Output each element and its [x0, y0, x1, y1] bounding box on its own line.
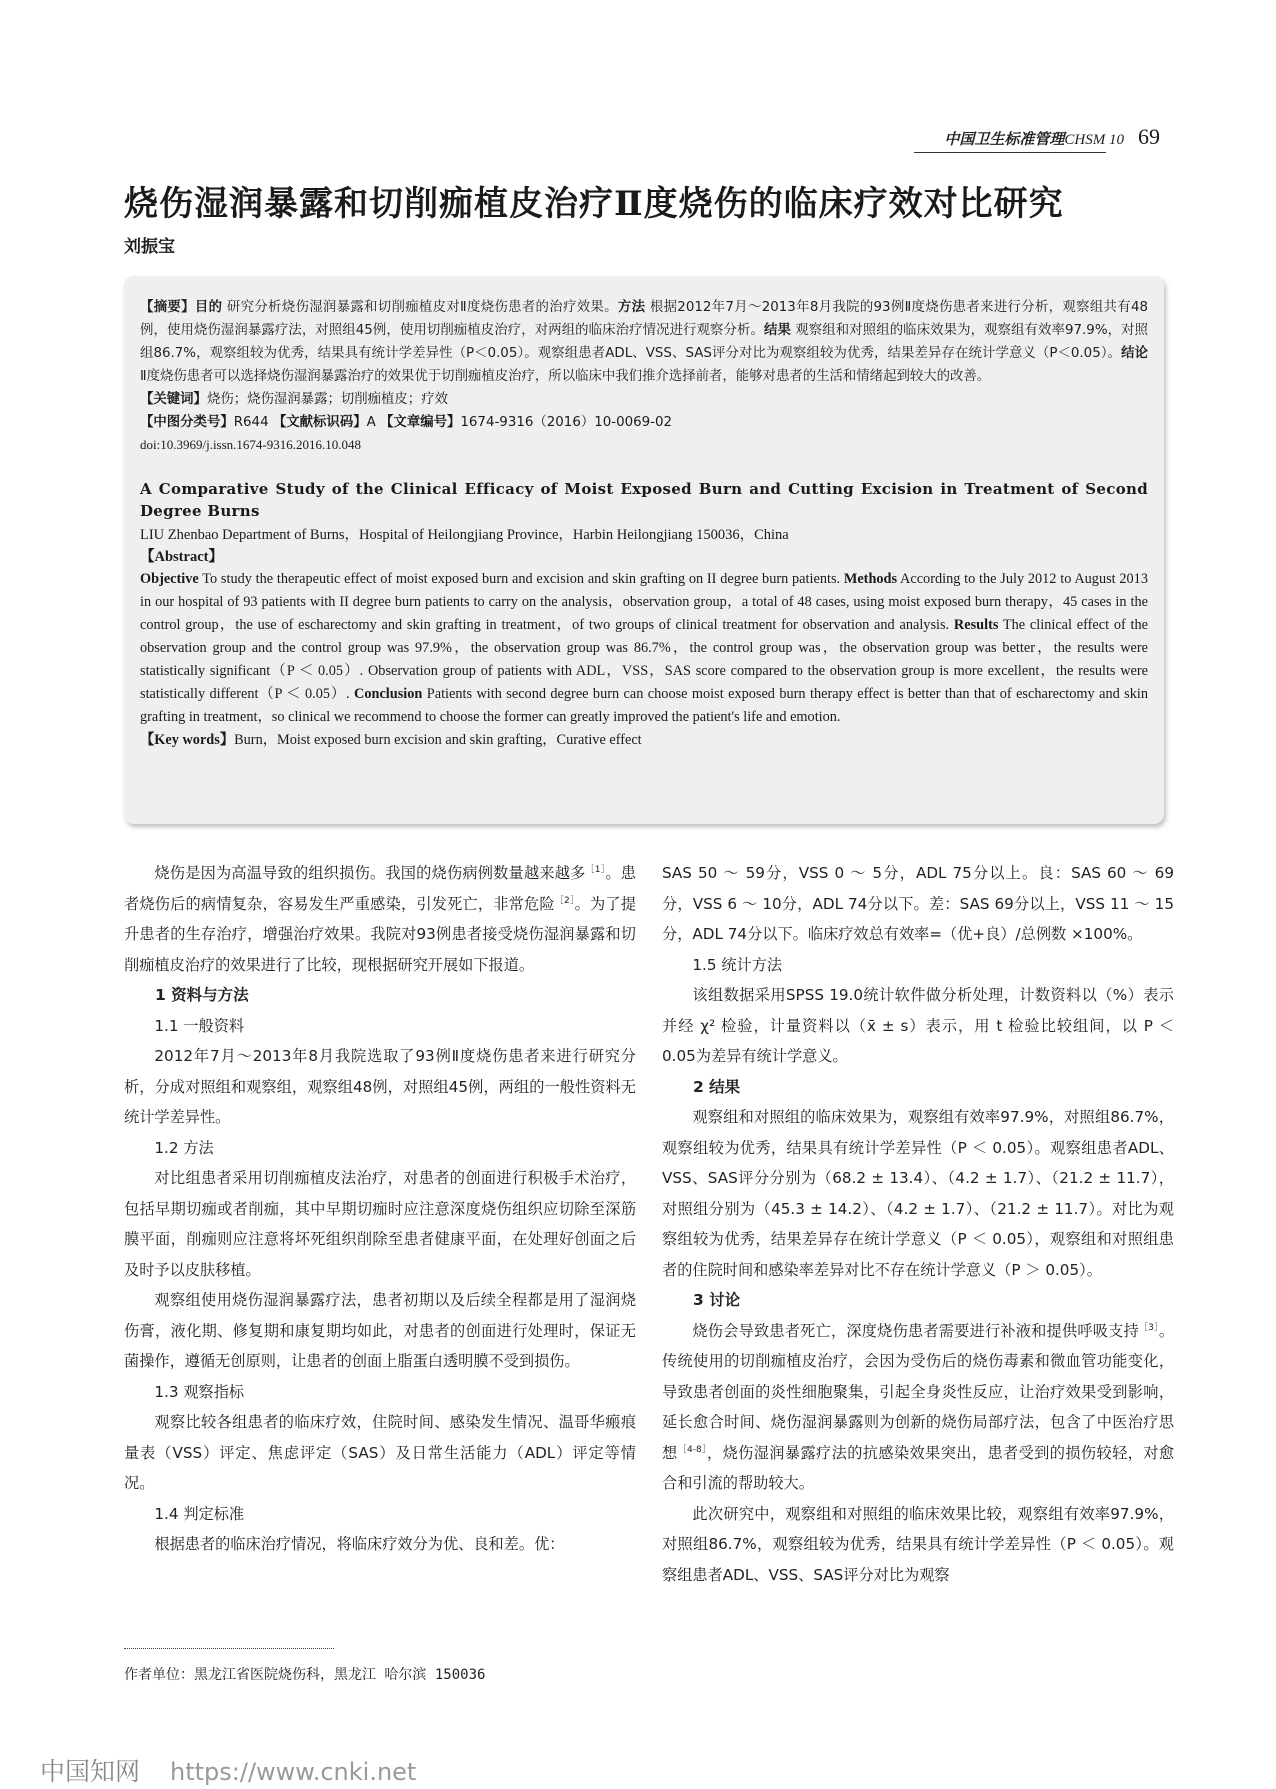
abstract-box — [124, 276, 1164, 824]
running-head — [944, 124, 1160, 150]
results-label: Results — [953, 617, 999, 633]
section-heading-2: 2 结果 — [693, 1077, 741, 1096]
citation-1: ［1］ — [585, 865, 606, 875]
keywords-cn — [140, 388, 1148, 411]
method-text: 根据2012年7月～2013年8月我院的93例Ⅱ度烧伤患者来进行分析，观察组共有48例，使用烧伤湿润暴露疗法，对照组45例，使用切削痂植皮治疗，对两组的临床治疗情况进行观察分析。 — [140, 300, 1149, 338]
doccode-value: A — [366, 415, 376, 430]
paragraph-1-3: 观察比较各组患者的临床疗效，住院时间、感染发生情况、温哥华瘢痕量表（VSS）评定、焦虑评定（SAS）及日常生活能力（ADL）评定等情况。 — [124, 1413, 636, 1492]
paragraph-1-5: 该组数据采用SPSS 19.0统计软件做分析处理，计数资料以（%）表示并经 χ² 检验，计量资料以（x̄ ± s）表示，用 t 检验比较组间，以 P ＜ 0.05为差异有统计学意义。 — [662, 986, 1174, 1065]
header-rule — [914, 152, 1106, 153]
subsection-heading-1-2: 1.2 方法 — [154, 1138, 214, 1157]
articleno-label: 【文章编号】 — [380, 415, 461, 430]
english-abstract — [140, 568, 1148, 729]
methods-label: Methods — [843, 571, 898, 587]
objective-text: To study the therapeutic effect of moist exposed burn and excision and skin grafting on II degree burn patients. — [198, 571, 844, 587]
conclusion-en-label: Conclusion — [354, 686, 423, 702]
method-label: 方法 — [617, 300, 646, 315]
keywords-text: 烧伤；烧伤湿润暴露；切削痂植皮；疗效 — [206, 392, 448, 407]
article-title: 烧伤湿润暴露和切削痂植皮治疗Ⅱ度烧伤的临床疗效对比研究 — [124, 184, 1064, 224]
conclusion-text: Ⅱ度烧伤患者可以选择烧伤湿润暴露治疗的效果优于切削痂植皮治疗，所以临床中我们推介选择前者，能够对患者的生活和情绪起到较大的改善。 — [140, 369, 991, 384]
subsection-heading-1-5: 1.5 统计方法 — [692, 955, 783, 974]
conclusion-label: 结论 — [1121, 346, 1148, 361]
section-heading-1: 1 资料与方法 — [155, 986, 249, 1004]
paragraph-1-4: 根据患者的临床治疗情况，将临床疗效分为优、良和差。优： — [154, 1535, 565, 1553]
subsection-heading-1-3: 1.3 观察指标 — [154, 1382, 245, 1401]
abstract-label: 【摘要】 — [140, 300, 195, 315]
cnki-watermark — [40, 1752, 416, 1788]
keywords-label: 【关键词】 — [140, 392, 207, 407]
purpose-label: 目的 — [194, 300, 223, 315]
abstract-cn — [140, 296, 1148, 388]
author-affiliation-footnote: 作者单位：黑龙江省医院烧伤科，黑龙江 哈尔滨 150036 — [124, 1667, 486, 1683]
intro-paragraph: 烧伤是因为高温导致的组织损伤。我国的烧伤病例数量越来越多$^{[1]}$。患者烧伤后的病情复杂，容易发生严重感染，引发死亡，非常危险$^{[2]}$。为了提升患者的生存治疗，增强治疗效果。我院对93例患者接受烧伤湿润暴露和切削痂植皮治疗的效果进行了比较，现根据研究开展如下报道。 — [124, 864, 637, 974]
methods-text: According to the July 2012 to August 2013 in our hospital of 93 patients with II degree burn patients to carry on the analysis，observation group，a total of 48 cases, using moist exposed burn therapy，45 cases in the control group，the use of escharectomy and skin grafting in treatment，of two groups of clinical treatment for observation and analysis. — [140, 571, 1148, 633]
clc-label: 【中图分类号】 — [140, 415, 234, 430]
classification-line — [140, 411, 1148, 434]
citation-4-8: ［4-8］ — [677, 1444, 707, 1455]
paragraph-1-4-continued: SAS 50 ～ 59分，VSS 0 ～ 5分，ADL 75分以上。良：SAS 60 ～ 69分，VSS 6 ～ 10分，ADL 74分以下。差：SAS 69分以上，VSS 11 ～ 15分，ADL 74分以下。临床疗效总有效率=（优+良）/总例数 ×100%。 — [662, 864, 1174, 943]
section-heading-3: 3 讨论 — [693, 1291, 741, 1309]
watermark-url: https://www.cnki.net — [170, 1758, 417, 1786]
paragraph-1-1: 2012年7月～2013年8月我院选取了93例Ⅱ度烧伤患者来进行研究分析，分成对照组和观察组，观察组48例，对照组45例，两组的一般性资料无统计学差异性。 — [124, 1047, 636, 1126]
paragraph-3a: 烧伤会导致患者死亡，深度烧伤患者需要进行补液和提供呼吸支持$^{[3]}$。传统使用的切削痂植皮治疗，会因为受伤后的烧伤毒素和微血管功能变化，导致患者创面的炎性细胞聚集，引起全身炎性反应，让治疗效果受到影响，延长愈合时间、烧伤湿润暴露则为创新的烧伤局部疗法，包含了中医治疗思想$^{[4-8]}$，烧伤湿润暴露疗法的抗感染效果突出，患者受到的损伤较轻，对愈合和引流的帮助较大。 — [662, 1321, 1175, 1492]
results-text: The clinical effect of the observation group and the control group was 97.9%，the observation group was 86.7%，the control group was，the observation group was better，the results were statistically significant（P ＜ 0.05）. Observation group of patients with ADL，VSS，SAS score compared to the observation group is more excellent，the results were statistically different（P ＜ 0.05）. — [140, 617, 1148, 702]
paragraph-1-2b: 观察组使用烧伤湿润暴露疗法，患者初期以及后续全程都是用了湿润烧伤膏，液化期、修复期和康复期均如此，对患者的创面进行处理时，保证无菌操作，遵循无创原则，让患者的创面上脂蛋白透明膜不受到损伤。 — [124, 1291, 636, 1370]
english-keywords — [140, 729, 1148, 752]
articleno-value: 1674-9316（2016）10-0069-02 — [460, 415, 673, 430]
body-column-right — [662, 858, 1174, 1590]
doi: doi:10.3969/j.issn.1674-9316.2016.10.048 — [140, 437, 362, 452]
watermark-brand: 中国知网 — [40, 1757, 141, 1786]
objective-label: Objective — [140, 571, 199, 587]
paragraph-3b: 此次研究中，观察组和对照组的临床效果比较，观察组有效率97.9%，对照组86.7%，观察组较为优秀，结果具有统计学差异性（P ＜ 0.05）。观察组患者ADL、VSS、SAS评分对比为观察 — [662, 1504, 1174, 1584]
result-label: 结果 — [763, 323, 791, 338]
english-title: A Comparative Study of the Clinical Efficacy of Moist Exposed Burn and Cutting Excision in Treatment of Second Degree Burns — [140, 480, 1148, 520]
english-abstract-label: 【Abstract】 — [140, 549, 223, 565]
article-author: 刘振宝 — [124, 237, 175, 257]
doccode-label: 【文献标识码】 — [272, 415, 367, 430]
footnote-divider — [124, 1648, 334, 1649]
body-column-left — [124, 858, 636, 1560]
english-author-line: LIU Zhenbao Department of Burns，Hospital of Heilongjiang Province，Harbin Heilongjiang 150036，China — [140, 527, 789, 543]
keywords-en-text: Burn，Moist exposed burn excision and skin grafting，Curative effect — [234, 732, 642, 748]
keywords-en-label: 【Key words】 — [140, 732, 235, 748]
clc-value: R644 — [233, 415, 269, 430]
paragraph-1-2a: 对比组患者采用切削痂植皮法治疗，对患者的创面进行积极手术治疗，包括早期切痂或者削痂，其中早期切痂时应注意深度烧伤组织应切除至深筋膜平面，削痂则应注意将坏死组织削除至患者健康平面，在处理好创面之后及时予以皮肤移植。 — [124, 1169, 636, 1279]
subsection-heading-1-4: 1.4 判定标准 — [154, 1504, 245, 1523]
subsection-heading-1-1: 1.1 一般资料 — [154, 1016, 245, 1035]
citation-3: ［3］ — [1138, 1322, 1159, 1333]
purpose-text: 研究分析烧伤湿润暴露和切削痂植皮对Ⅱ度烧伤患者的治疗效果。 — [222, 300, 618, 315]
result-text: 观察组和对照组的临床效果为，观察组有效率97.9%，对照组86.7%，观察组较为优秀，结果具有统计学差异性（P＜0.05）。观察组患者ADL、VSS、SAS评分对比为观察组较为优秀，结果差异存在统计学意义（P＜0.05）。 — [140, 323, 1149, 361]
conclusion-en-text: Patients with second degree burn can choose moist exposed burn therapy effect is better than that of escharectomy and skin grafting in treatment，so clinical we recommend to choose the former can greatly improved the patient's life and emotion. — [140, 686, 1148, 725]
citation-2: ［2］ — [554, 895, 575, 906]
paragraph-2: 观察组和对照组的临床效果为，观察组有效率97.9%，对照组86.7%，观察组较为优秀，结果具有统计学差异性（P ＜ 0.05）。观察组患者ADL、VSS、SAS评分分别为（68.2 ± 13.4）、（4.2 ± 1.7）、（21.2 ± 11.7），对照组分别为（45.3 ± 14.2）、（4.2 ± 1.7）、（21.2 ± 11.7）。对比为观察组较为优秀，结果差异存在统计学意义（P ＜ 0.05），观察组和对照组患者的住院时间和感染率差异对比不存在统计学意义（P ＞ 0.05）。 — [662, 1108, 1174, 1279]
page-number: 69 — [1138, 124, 1160, 149]
journal-name: 中国卫生标准管理CHSM 10 — [944, 132, 1124, 148]
